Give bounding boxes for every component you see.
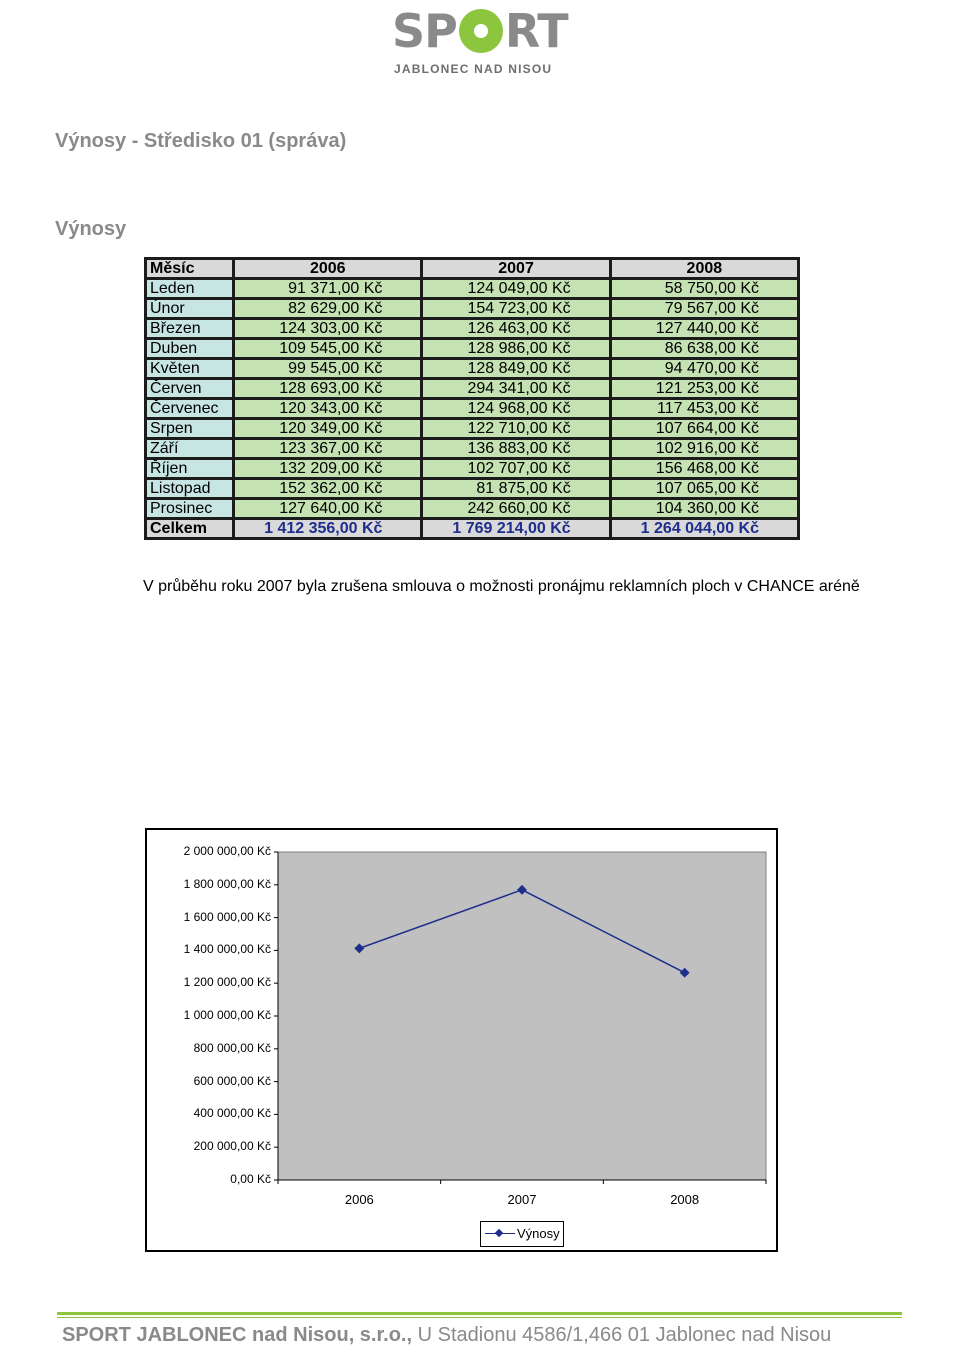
value-cell: 124 968,00 Kč (423, 400, 608, 417)
value-cell: 124 049,00 Kč (423, 280, 608, 297)
footer-rule-thick (57, 1312, 902, 1315)
logo-subtitle: JABLONEC NAD NISOU (394, 62, 553, 76)
table-row (147, 280, 797, 297)
value-cell: 154 723,00 Kč (423, 300, 608, 317)
y-tick-label: 1 600 000,00 Kč (183, 909, 271, 924)
table-row (147, 380, 797, 397)
x-tick-label: 2007 (507, 1192, 537, 1207)
value-cell: 82 629,00 Kč (235, 300, 420, 317)
month-cell: Říjen (147, 460, 232, 477)
value-cell: 2007 (423, 260, 608, 277)
month-cell: Březen (147, 320, 232, 337)
y-tick-label: 1 800 000,00 Kč (183, 876, 271, 891)
month-cell: Prosinec (147, 500, 232, 517)
footer-company: SPORT JABLONEC nad Nisou, s.r.o., (62, 1324, 413, 1346)
y-tick-label: 0,00 Kč (230, 1172, 271, 1186)
y-tick-label: 800 000,00 Kč (193, 1040, 271, 1055)
note-text: V průběhu roku 2007 byla zrušena smlouva o možnosti pronájmu reklamních ploch v CHANCE aréně (143, 578, 860, 595)
table-header-row (147, 260, 797, 277)
y-tick-label: 1 400 000,00 Kč (183, 942, 271, 957)
month-cell: Duben (147, 340, 232, 357)
y-tick-label: 2 000 000,00 Kč (183, 844, 271, 858)
footer-rule-thin (57, 1317, 902, 1318)
value-cell: 104 360,00 Kč (612, 500, 797, 517)
value-cell: 122 710,00 Kč (423, 420, 608, 437)
value-cell: 242 660,00 Kč (423, 500, 608, 517)
table-row (147, 320, 797, 337)
revenue-table (144, 257, 800, 540)
x-tick-label: 2008 (670, 1192, 700, 1207)
table-row (147, 460, 797, 477)
value-cell: 117 453,00 Kč (612, 400, 797, 417)
value-cell: 127 440,00 Kč (612, 320, 797, 337)
value-cell: 1 264 044,00 Kč (612, 520, 797, 537)
value-cell: 2006 (235, 260, 420, 277)
value-cell: 136 883,00 Kč (423, 440, 608, 457)
value-cell: 156 468,00 Kč (612, 460, 797, 477)
value-cell: 128 986,00 Kč (423, 340, 608, 357)
value-cell: 132 209,00 Kč (235, 460, 420, 477)
table-row (147, 360, 797, 377)
sport-logo (392, 4, 568, 80)
value-cell: 107 065,00 Kč (612, 480, 797, 497)
value-cell: 102 916,00 Kč (612, 440, 797, 457)
value-cell: 2008 (612, 260, 797, 277)
logo-word-left: SP (392, 4, 457, 58)
table-total-row (147, 520, 797, 537)
table-row (147, 340, 797, 357)
table-row (147, 300, 797, 317)
value-cell: 1 412 356,00 Kč (235, 520, 420, 537)
month-cell: Srpen (147, 420, 232, 437)
month-cell: Celkem (147, 520, 232, 537)
month-cell: Květen (147, 360, 232, 377)
x-tick-label: 2006 (344, 1192, 374, 1207)
value-cell: 91 371,00 Kč (235, 280, 420, 297)
value-cell: 81 875,00 Kč (423, 480, 608, 497)
logo-ball-icon (459, 9, 503, 53)
value-cell: 294 341,00 Kč (423, 380, 608, 397)
y-tick-label: 400 000,00 Kč (193, 1106, 271, 1121)
month-cell: Září (147, 440, 232, 457)
table-row (147, 400, 797, 417)
y-tick-label: 1 000 000,00 Kč (183, 1008, 271, 1022)
chart-legend (480, 1221, 564, 1247)
value-cell: 102 707,00 Kč (423, 460, 608, 477)
logo-wordmark (392, 6, 568, 56)
value-cell: 107 664,00 Kč (612, 420, 797, 437)
footer-address: U Stadionu 4586/1,466 01 Jablonec nad Nisou (412, 1324, 832, 1346)
month-cell: Únor (147, 300, 232, 317)
footer (62, 1324, 831, 1347)
value-cell: 1 769 214,00 Kč (423, 520, 608, 537)
value-cell: 126 463,00 Kč (423, 320, 608, 337)
value-cell: 128 849,00 Kč (423, 360, 608, 377)
value-cell: 121 253,00 Kč (612, 380, 797, 397)
value-cell: 152 362,00 Kč (235, 480, 420, 497)
value-cell: 99 545,00 Kč (235, 360, 420, 377)
logo-word-right: RT (504, 4, 568, 58)
value-cell: 123 367,00 Kč (235, 440, 420, 457)
table-row (147, 500, 797, 517)
table-row (147, 420, 797, 437)
value-cell: 86 638,00 Kč (612, 340, 797, 357)
month-cell: Měsíc (147, 260, 232, 277)
table-row (147, 440, 797, 457)
legend-line-marker-icon (485, 1233, 515, 1234)
page-title: Výnosy - Středisko 01 (správa) (55, 130, 347, 152)
value-cell: 58 750,00 Kč (612, 280, 797, 297)
y-tick-label: 200 000,00 Kč (193, 1139, 271, 1154)
value-cell: 94 470,00 Kč (612, 360, 797, 377)
plot-area (278, 852, 766, 1180)
revenue-chart (145, 828, 778, 1252)
y-tick-label: 1 200 000,00 Kč (183, 975, 271, 990)
value-cell: 127 640,00 Kč (235, 500, 420, 517)
value-cell: 124 303,00 Kč (235, 320, 420, 337)
value-cell: 120 349,00 Kč (235, 420, 420, 437)
month-cell: Červenec (147, 400, 232, 417)
y-tick-label: 600 000,00 Kč (193, 1073, 271, 1088)
table-row (147, 480, 797, 497)
value-cell: 79 567,00 Kč (612, 300, 797, 317)
month-cell: Listopad (147, 480, 232, 497)
month-cell: Leden (147, 280, 232, 297)
value-cell: 120 343,00 Kč (235, 400, 420, 417)
section-title: Výnosy (55, 218, 127, 240)
value-cell: 109 545,00 Kč (235, 340, 420, 357)
value-cell: 128 693,00 Kč (235, 380, 420, 397)
legend-label: Výnosy (517, 1226, 560, 1241)
month-cell: Červen (147, 380, 232, 397)
